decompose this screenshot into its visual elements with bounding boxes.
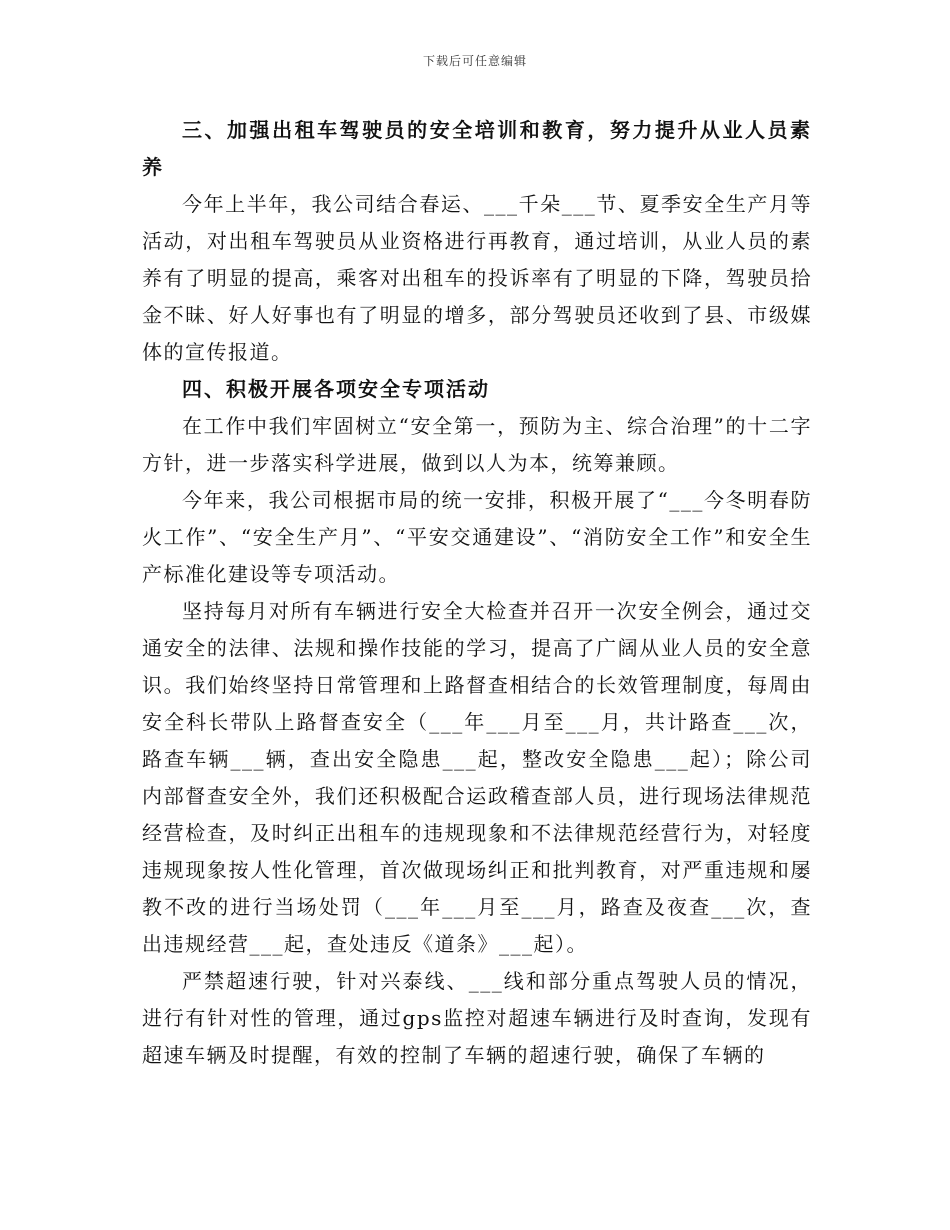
body-paragraph: 今年来，我公司根据市局的统一安排，积极开展了“___今冬明春防火工作”、“安全生产月”、“平安交通建设”、“消防安全工作”和安全生产标准化建设等专项活动。 <box>142 488 812 586</box>
body-paragraph: 在工作中我们牢固树立“安全第一，预防为主、综合治理”的十二字方针，进一步落实科学进展，做到以人为本，统筹兼顾。 <box>142 414 812 475</box>
document-body <box>142 112 812 1074</box>
body-paragraph: 坚持每月对所有车辆进行安全大检查并召开一次安全例会，通过交通安全的法律、法规和操作技能的学习，提高了广阔从业人员的安全意识。我们始终坚持日常管理和上路督查相结合的长效管理制度，每周由安全科长带队上路督查安全（___年___月至___月，共计路查___次，路查车辆___辆，查出安全隐患___起，整改安全隐患___起）；除公司内部督查安全外，我们还积极配合运政稽查部人员，进行现场法律规范经营检查，及时纠正出租车的违规现象和不法律规范经营行为，对轻度违规现象按人性化管理，首次做现场纠正和批判教育，对严重违规和屡教不改的进行当场处罚（___年___月至___月，路查及夜查___次，查出违规经营___起，查处违反《道条》___起）。 <box>142 599 812 956</box>
section-heading-4: 四、积极开展各项安全专项活动 <box>182 377 490 401</box>
body-paragraph: 严禁超速行驶，针对兴泰线、___线和部分重点驾驶人员的情况，进行有针对性的管理，通过gps监控对超速车辆进行及时查询，发现有超速车辆及时提醒，有效的控制了车辆的超速行驶，确保了车辆的 <box>142 969 812 1067</box>
section-heading-3: 三、加强出租车驾驶员的安全培训和教育，努力提升从业人员素养 <box>142 118 812 179</box>
page-header: 下载后可任意编辑 <box>422 54 527 68</box>
body-paragraph: 今年上半年，我公司结合春运、___千朵___节、夏季安全生产月等活动，对出租车驾驶员从业资格进行再教育，通过培训，从业人员的素养有了明显的提高，乘客对出租车的投诉率有了明显的下降，驾驶员拾金不昧、好人好事也有了明显的增多，部分驾驶员还收到了县、市级媒体的宣传报道。 <box>142 192 812 364</box>
